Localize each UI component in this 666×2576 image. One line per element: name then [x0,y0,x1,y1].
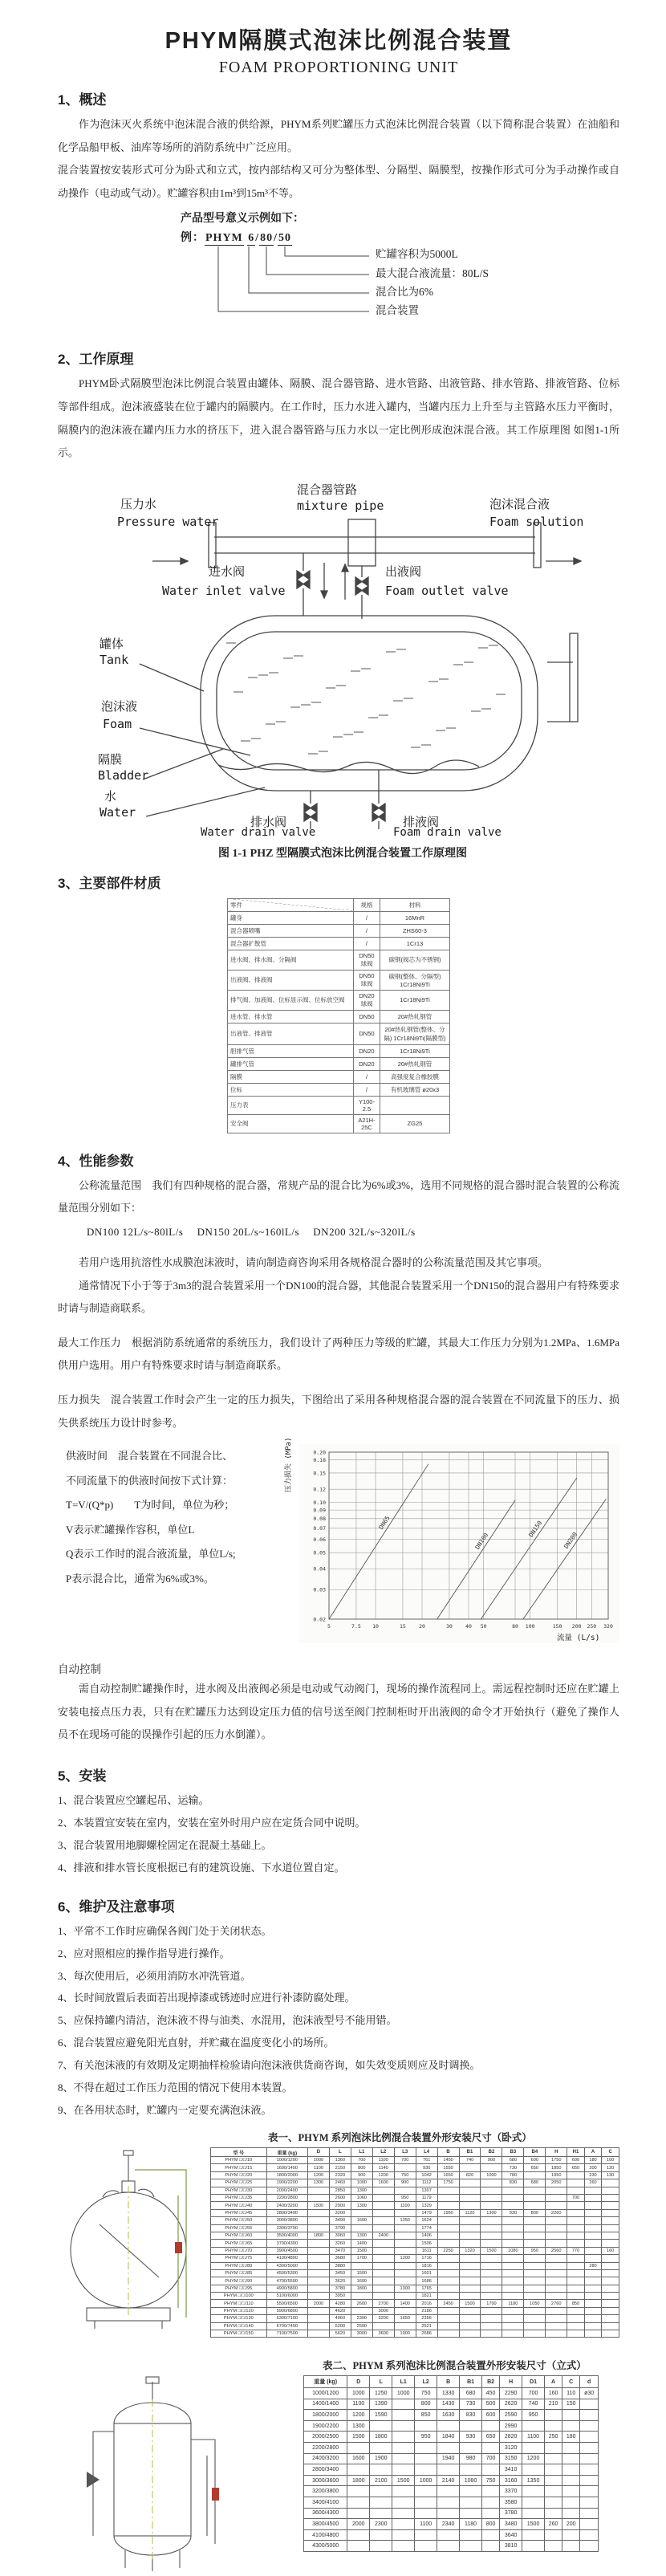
column-header: D [347,2376,370,2388]
principle-paragraph: PHYM卧式隔膜型泡沫比例混合装置由罐体、隔膜、混合器管路、进水管路、出液管路、排水管路、排液管路、位标等部件组成。泡沫液盛装在位于罐内的隔膜内。在工作时，压力水进入罐内，当罐内压力上升至与主管路水压力平衡时，隔膜内的泡沫液在罐内压力水的挤压下，进入混合器管路与压力水以一定比例形成泡沫混合液。其工作原理图 如图1-1所示。 [58,377,619,459]
pressure-loss-plot [298,1444,619,1643]
label-foam-drain-valve-zh: 排液阀 [403,814,440,829]
svg-text:5: 5 [327,1623,331,1630]
list-item: 5、应保持罐内清洁，泡沫液不得与油类、水混用，泡沫液型号不能用错。 [58,2014,397,2027]
performance-flow-intro: 公称流量范围 我们有四种规格的混合器，常规产品的混合比为6%或3%，选用不同规格的混合器时混合装置的公称流量范围分别如下： [58,1178,619,1215]
table-row: 罐身 / 16MnR [228,911,450,924]
label-foam-solution-en: Foam solution [489,514,584,529]
pressure-loss-chart [285,1437,619,1647]
chart-y-axis-label: 压力损失 (MPa) [285,1437,293,1493]
table-row: PHYM □/□/120 5900/6800 4620 3000 2186 [211,2307,619,2314]
performance-pressure: 最大工作压力 根据消防系统通常的系统压力，我们设计了两种压力等级的贮罐，其最大工作压力分别为1.2MPa、1.6MPa供用户选用。用户有特殊要求时请与制造商联系。 [58,1336,619,1372]
model-connector-lines [120,246,602,336]
svg-text:流量 (L/s): 流量 (L/s) [557,1634,600,1643]
model-intro: 产品型号意义示例如下： [181,213,304,226]
table-row: 混合器喷嘴 / ZHS60-3 [228,924,450,937]
vertical-tank-drawing [58,2375,250,2576]
table-row: PHYM □/□/95 4900/5800 3780 1800 1300 1765 [211,2285,619,2292]
table-row: 3200/3800 3370 [304,2486,599,2497]
materials-table [227,898,450,1133]
svg-text:50: 50 [480,1623,487,1630]
svg-text:150: 150 [552,1623,562,1630]
label-bladder-en: Bladder [98,767,149,783]
label-tank-zh: 罐体 [99,636,124,651]
svg-text:7.5: 7.5 [351,1623,361,1630]
page-subtitle: FOAM PROPORTIONING UNIT [218,59,459,76]
section-heading-maintenance: 6、维护及注意事项 [58,1898,175,1915]
column-header: H [546,2148,567,2157]
column-header: B3 [502,2148,524,2157]
label-pressure-water-en: Pressure water [117,514,219,529]
vertical-dimensions-table [303,2375,599,2552]
list-item: 4、排液和排水管长度根据已有的建筑设施、下水道位置自定。 [58,1861,345,1874]
label-water-drain-valve-zh: 排水阀 [250,814,287,829]
column-header: L4 [416,2148,437,2157]
auto-control-paragraph: 需自动控制贮罐操作时，进水阀及出液阀必须是电动或气动阀门，现场的操作流程同上。需远程控制时还应在贮罐上安装电接点压力表，只有在贮罐压力达到设定压力值的信号送至阀门控制柜时开出液阀的命令才开始执行（避免了操作人员不在现场可能的误操作引起的压力水倒灌）。 [58,1683,619,1741]
svg-text:0.08: 0.08 [313,1516,326,1523]
table-row: 4300/5000 3810 [304,2541,599,2552]
model-part-series: PHYM [205,232,243,245]
table-row: 罐排气管 DN20 20#热轧钢管 [228,1057,450,1070]
list-item: 1、混合装置应空罐起吊、运输。 [58,1793,209,1806]
table-row: PHYM □/□/100 5100/6000 3950 1821 [211,2293,619,2300]
column-header: C [562,2376,580,2388]
column-header: D1 [522,2376,545,2388]
column-header: L [329,2148,351,2157]
svg-text:100: 100 [525,1623,535,1630]
table-row: 1900/2200 1300 2990 [304,2420,599,2432]
label-foam-solution-zh: 泡沫混合液 [489,496,550,511]
label-bladder-zh: 隔膜 [98,751,123,767]
section-heading-principle: 2、工作原理 [58,352,134,368]
label-foam-outlet-valve-zh: 出液阀 [385,564,422,579]
label-tank-en: Tank [99,652,129,667]
table-row: 2400/3200 1600 1900 1940 980 700 3150 1200 [304,2453,599,2464]
overview-paragraph-2: 混合装置按安装形式可分为卧式和立式，按内部结构又可分为整体型、分隔型、隔膜型，按操作形式可分为手动操作或自动操作（电动或气动）。贮罐容积由1m³到15m³不等。 [58,164,619,199]
table-row: 胆排气管 DN20 1Cr18Ni9Ti [228,1044,450,1057]
supply-time-text [58,1444,286,1647]
label-water-inlet-valve-zh: 进水阀 [209,564,246,579]
column-header: B4 [524,2148,546,2157]
table-row: 进水管、排水管 DN50 20#热轧钢管 [228,1010,450,1023]
column-header: L2 [372,2148,394,2157]
svg-text:0.06: 0.06 [313,1536,326,1544]
performance-resistant: 若用户选用抗溶性水成膜泡沫液时，请向制造商咨询采用各规格混合器时的公称流量范围及其它事项。 [79,1255,549,1268]
pressure-loss-section [58,1437,619,1647]
column-header: A [545,2376,562,2388]
table-row: PHYM □/□/85 4500/5300 3450 1500 1601 [211,2269,619,2277]
model-example-code: 例：PHYM 6/80/50 [181,232,292,245]
column-header: 型 号 [211,2148,267,2157]
list-item: 3、每次使用后，必须用消防水冲洗管道。 [58,1969,251,1982]
table-row: 1800/2000 1200 1590 850 1630 830 600 2590 950 [304,2410,599,2421]
label-water-drain-valve-en: Water drain valve [201,825,316,839]
table-row: PHYM □/□/30 2000/2400 2850 1300 1307 [211,2187,619,2194]
figure-caption: 图 1-1 PHZ 型隔膜式泡沫比例混合装置工作原理图 [218,847,467,860]
table2-block [58,2375,619,2576]
svg-text:0.03: 0.03 [313,1586,326,1593]
svg-text:0.10: 0.10 [313,1500,326,1507]
svg-text:0.04: 0.04 [313,1565,326,1573]
list-item: 1、平常不工作时应确保各阀门处于关闭状态。 [58,1924,272,1937]
column-header: D [307,2148,329,2157]
label-mixture-pipe-en: mixture pipe [297,498,384,513]
model-label-ratio: 混合比为6% [376,285,433,298]
horizontal-tank-drawing [58,2147,207,2350]
label-foam-drain-valve-en: Foam drain valve [393,825,502,839]
table-row: 4100/4800 3640 [304,2529,599,2541]
column-header: C [602,2148,619,2157]
column-header: B1 [459,2148,481,2157]
table-row: 1400/1400 1100 1390 800 1430 730 500 2620 740 210 150 [304,2399,599,2410]
table-row: PHYM □/□/20 1800/2000 1200 2320 900 1200 750 1042 1650 820 1000 780 1950 230 130 [211,2171,619,2179]
list-item: P表示混合比，通常为6%或3%。 [66,1572,214,1585]
table-row: 隔膜 / 高强度复合橡胶膜 [228,1070,450,1083]
table-row: 3000/3600 1800 2100 1500 1000 2140 1080 750 3160 1350 [304,2475,599,2486]
section-heading-overview: 1、概述 [58,92,107,108]
column-header: L3 [394,2148,416,2157]
table-row: PHYM □/□/15 1600/1400 1100 2150 800 1140 930 1550 730 650 1850 650 200 120 [211,2164,619,2171]
table-row: 安全阀 A21H-25C ZG25 [228,1114,450,1133]
figure-1-1 [66,473,619,861]
list-item: 供液时间 混合装置在不同混合比、 [66,1450,234,1463]
svg-text:0.05: 0.05 [313,1549,326,1557]
table-row: PHYM □/□/75 4100/4800 3680 1700 1200 1716 [211,2255,619,2262]
installation-list [58,1789,619,1879]
model-label-unit: 混合装置 [376,304,419,317]
column-header: 材料 [380,898,449,911]
flow-ranges: DN100 12L/s~80lL/s DN150 20L/s~160lL/s DN200 32L/s~320lL/s [87,1225,416,1238]
svg-text:0.20: 0.20 [313,1449,326,1456]
table-row: PHYM □/□/65 3700/4300 3260 1400 1506 [211,2240,619,2247]
model-label-flow: 最大混合液流量：80L/S [376,267,489,279]
list-item: 2、应对照相应的操作指导进行操作。 [58,1947,230,1959]
table-row: PHYM □/□/90 4700/5500 3620 1600 1686 [211,2277,619,2285]
model-part-volume: 50 [278,232,292,245]
svg-text:0.12: 0.12 [313,1486,326,1493]
table-row: 3800/4500 2000 2300 1100 2340 1180 800 3480 1500 260 200 [304,2519,599,2530]
svg-text:250: 250 [587,1623,597,1630]
label-mixture-pipe-zh: 混合器管路 [297,482,358,497]
column-header: B [437,2148,459,2157]
list-item: 6、混合装置应避免阳光直射，并贮藏在温度变化小的场所。 [58,2037,335,2049]
column-header: B [437,2376,460,2388]
list-item: 不同流量下的供液时间按下式计算： [66,1474,234,1487]
table-row: PHYM □/□/60 3500/4000 1800 3060 1300 2400 1406 [211,2232,619,2239]
working-principle-diagram [66,473,619,839]
table-row: 3600/4300 3780 [304,2508,599,2519]
column-header: L1 [392,2376,415,2388]
svg-text:30: 30 [446,1623,453,1630]
table-row: PHYM □/□/130 6300/7100 4960 2300 3200 1650 2356 [211,2315,619,2322]
model-number-diagram [120,210,619,336]
svg-text:DN65: DN65 [377,1514,392,1531]
svg-text:320: 320 [603,1623,613,1630]
table-row: 1000/1200 1000 1250 1000 750 1330 680 450 2290 700 160 110 ø30 [304,2388,599,2399]
svg-text:DN200: DN200 [562,1531,579,1550]
section-heading-installation: 5、安装 [58,1768,107,1784]
list-item: T=V/(Q*p) T为时间，单位为秒； [66,1499,235,1512]
svg-text:80: 80 [512,1623,518,1630]
column-header: 重量 (kg) [266,2148,307,2157]
table-row: PHYM □/□/150 7100/7500 5620 3000 3600 1900 2686 [211,2330,619,2338]
svg-text:0.02: 0.02 [313,1616,326,1623]
column-header: d [580,2376,599,2388]
horizontal-dimensions-table [210,2147,619,2338]
table-row: 进水阀、排水阀、分隔阀 DN50 球阀 碳钢(阀芯为不锈钢) [228,950,450,970]
column-header: H [500,2376,522,2388]
table-row: PHYM □/□/25 1900/2200 1300 2460 1000 1600 900 1112 1750 830 680 2050 260 [211,2179,619,2187]
svg-text:40: 40 [465,1623,472,1630]
svg-text:20: 20 [419,1623,425,1630]
table-row: PHYM □/□/140 6700/7400 5200 2500 2521 [211,2322,619,2330]
performance-loss: 压力损失 混合装置工作时会产生一定的压力损失，下图给出了采用各种规格混合器的混合装置在不同流量下的压力、损失供系统压力设计时参考。 [58,1393,619,1429]
column-header: 零件 [228,898,354,911]
model-labels [376,245,489,319]
svg-text:0.15: 0.15 [313,1470,326,1477]
svg-text:DN150: DN150 [527,1519,544,1539]
table-row: PHYM □/□/10 1000/1200 1000 1360 700 1100 700 761 1450 740 900 680 600 1750 600 180 100 [211,2157,619,2164]
table-row: PHYM □/□/110 5500/6500 2000 4280 2600 2700 1400 2016 2450 1500 1700 1180 1050 2760 850 [211,2300,619,2307]
table-row: 位标 / 有机玻璃管 ø20x3 [228,1083,450,1096]
list-item: 8、不得在超过工作压力范围的情况下使用本装置。 [58,2082,293,2094]
column-header: L2 [415,2376,437,2388]
table-row: 2000/2500 1500 1800 950 1840 930 650 2820 1100 250 180 [304,2432,599,2443]
list-item: 2、本装置宜安装在室内，安装在室外时用户应在定货合同中说明。 [58,1816,366,1829]
list-item: 7、有关泡沫液的有效期及定期抽样检验请向泡沫液供货商咨询，如失效变质则应及时调换。 [58,2059,481,2072]
table1-title: 表一、PHYM 系列泡沫比例混合装置外形安装尺寸（卧式） [268,2132,532,2144]
table-row: 出液阀、排液阀 DN50 球阀 碳钢(整体、分隔型) 1Cr18Ni9Ti [228,970,450,990]
column-header: A [584,2148,602,2157]
svg-text:DN100: DN100 [473,1531,490,1551]
column-header: B1 [460,2376,482,2388]
table-row: PHYM □/□/70 3900/4500 3470 1500 1611 2250 1320 1500 1080 950 2560 770 160 [211,2247,619,2254]
table-row: 3400/4100 3580 [304,2497,599,2509]
maintenance-list [58,1920,619,2122]
label-water-zh: 水 [104,788,117,804]
list-item: V表示贮罐操作容积，单位L [66,1523,195,1536]
column-header: H1 [567,2148,585,2157]
svg-text:0.18: 0.18 [313,1456,326,1463]
table-row: 2200/2800 3120 [304,2443,599,2454]
table-row: PHYM □/□/40 2400/3200 1500 2900 1300 1100 1329 [211,2202,619,2209]
model-part-ratio: 6 [248,232,255,245]
column-header: L [370,2376,392,2388]
svg-text:10: 10 [372,1623,379,1630]
table-row: 混合器扩散管 / 1Cr13 [228,937,450,950]
svg-text:0.09: 0.09 [313,1507,326,1514]
table-row: PHYM □/□/35 2200/2800 2600 1060 950 1179 700 [211,2195,619,2202]
list-item: 4、长时间放置后表面若出现掉漆或锈迹时应进行补漆防腐处理。 [58,1992,355,2004]
table-row: 2800/3400 3410 [304,2464,599,2476]
table2-title: 表二、PHYM 系列泡沫比例混合装置外形安装尺寸（立式） [323,2360,587,2372]
table-row: PHYM □/□/55 3300/3700 3790 1774 [211,2224,619,2232]
label-foam-outlet-valve-en: Foam outlet valve [385,583,509,598]
column-header: B2 [482,2376,500,2388]
table-row: 压力表 Y100-2.5 [228,1096,450,1114]
label-foam-zh: 泡沫液 [101,698,138,714]
list-item: 9、在各用状态时，贮罐内一定要充满泡沫液。 [58,2104,272,2117]
section-heading-performance: 4、性能参数 [58,1153,134,1169]
auto-control-heading: 自动控制 [58,1663,101,1676]
label-water-inlet-valve-en: Water inlet valve [162,583,286,598]
model-label-volume: 贮罐容积为5000L [376,248,458,261]
page-title: PHYM隔膜式泡沫比例混合装置 [164,28,513,54]
list-item: Q表示工作时的混合液流量，单位L/s; [66,1548,236,1561]
label-water-en: Water [99,804,136,820]
list-item: 3、混合装置用地脚螺栓固定在混凝土基础上。 [58,1838,272,1851]
table-row: PHYM □/□/45 2800/3400 3200 1479 1950 1120 1300 930 800 2260 [211,2209,619,2216]
table-row: PHYM □/□/50 3000/3800 3490 1600 1250 1624 [211,2217,619,2224]
label-pressure-water-zh: 压力水 [120,496,157,511]
column-header: 重量 (kg) [304,2376,347,2388]
table-row: PHYM □/□/80 4300/5000 3880 1816 280 [211,2262,619,2269]
performance-usual: 通常情况下小于等于3m3的混合装置采用一个DN100的混合器，其他混合装置采用一个DN150的混合器用户有特殊要求时请与制造商联系。 [58,1279,619,1315]
svg-text:200: 200 [571,1623,582,1630]
label-foam-en: Foam [103,716,132,731]
model-part-flow: 80 [260,232,274,245]
section-heading-materials: 3、主要部件材质 [58,875,161,891]
table1-block [58,2147,619,2350]
column-header: L1 [351,2148,372,2157]
column-header: B2 [481,2148,502,2157]
table-row: 排气阀、加液阀、位标显示阀、位标放空阀 DN20 球阀 1Cr18Ni9Ti [228,990,450,1010]
overview-paragraph-1: 作为泡沫灭火系统中泡沫混合液的供给源，PHYM系列贮罐压力式泡沫比例混合装置（以下简称混合装置）在油船和化学品船甲板、油库等场所的消防系统中广泛应用。 [58,118,619,153]
svg-text:15: 15 [400,1623,406,1630]
svg-text:0.07: 0.07 [313,1525,326,1532]
column-header: 规格 [354,898,380,911]
table-row: 出液管、排液管 DN50 20#热轧钢管(整体、分隔) 1Cr18Ni9Ti(隔膜型) [228,1023,450,1044]
